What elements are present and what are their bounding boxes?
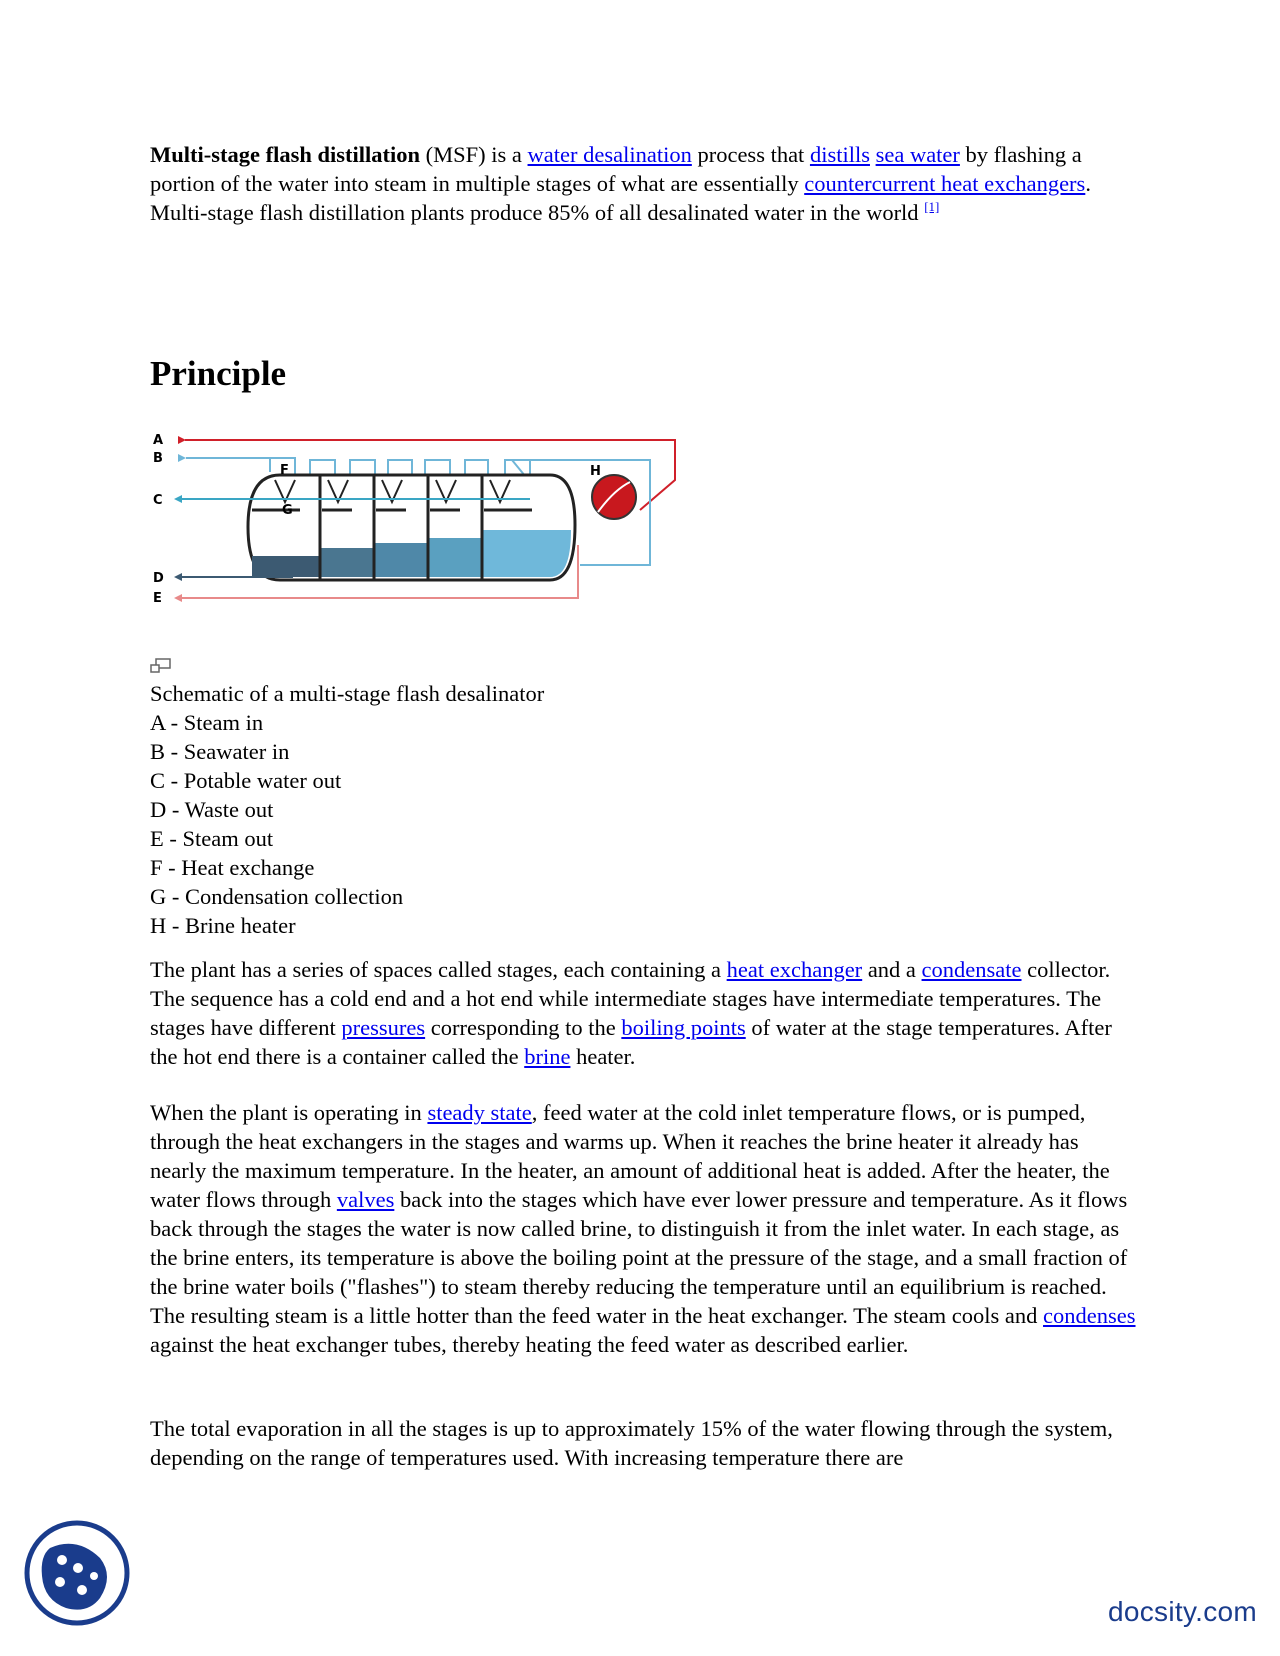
enlarge-icon[interactable] bbox=[150, 658, 172, 674]
label-a: A bbox=[153, 433, 164, 448]
caption-item-g: G - Condensation collection bbox=[150, 884, 404, 909]
section-heading: Principle bbox=[150, 354, 287, 393]
brine-stage-5 bbox=[482, 530, 571, 577]
link-boiling-points[interactable]: boiling points bbox=[621, 1015, 746, 1040]
label-b: B bbox=[153, 451, 163, 466]
paragraph-text: , feed water at the cold inlet temperature flows, or is pumped, through the heat exchangers in the stages and warms up. When it reaches the brine heater it already has nearly the maximum temperature. In the heater, an amount of additional heat is added. After the heater, the water flows through bbox=[150, 1100, 1110, 1212]
intro-text: (MSF) is a bbox=[420, 142, 528, 167]
brine-stage-2 bbox=[320, 548, 374, 577]
caption-item-e: E - Steam out bbox=[150, 826, 274, 851]
paragraph-text: When the plant is operating in bbox=[150, 1100, 428, 1125]
paragraph-text: The plant has a series of spaces called stages, each containing a bbox=[150, 957, 727, 982]
brine-stage-3 bbox=[374, 543, 428, 577]
msf-schematic-diagram[interactable] bbox=[150, 430, 690, 640]
intro-paragraph bbox=[150, 140, 1140, 227]
steam-out-arrow bbox=[174, 594, 182, 602]
paragraph-text: heater. bbox=[570, 1044, 636, 1069]
docsity-logo-icon[interactable] bbox=[22, 1518, 132, 1628]
link-brine[interactable]: brine bbox=[524, 1044, 571, 1069]
label-c: C bbox=[153, 493, 163, 508]
paragraph-text: of water at the stage temperatures. After the hot end there is a container called the bbox=[150, 1015, 1112, 1069]
label-e: E bbox=[153, 591, 162, 606]
paragraph-text: corresponding to the bbox=[425, 1015, 622, 1040]
paragraph-text: collector. The sequence has a cold end and a hot end while intermediate stages have intermediate temperatures. The stages have different bbox=[150, 957, 1111, 1040]
potable-out-arrow bbox=[174, 495, 182, 503]
intro-text: by flashing a portion of the water into steam in multiple stages of what are essentially bbox=[150, 142, 1082, 196]
intro-text: . Multi-stage flash distillation plants produce 85% of all desalinated water in the world bbox=[150, 171, 1091, 225]
evaporation-paragraph bbox=[150, 1414, 1140, 1472]
label-d: D bbox=[153, 571, 164, 586]
paragraph-text: back into the stages which have ever lower pressure and temperature. As it flows back through the stages the water is now called brine, to distinguish it from the inlet water. In each stage, as the brine enters, its temperature is above the boiling point at the pressure of the stage, and a small fraction of the brine water boils ("flashes") to steam thereby reducing the temperature until an equilibrium is reached. The resulting steam is a little hotter than the feed water in the heat exchanger. The steam cools and bbox=[150, 1187, 1128, 1328]
brine-stage-1 bbox=[252, 556, 320, 577]
seawater-in-line bbox=[186, 458, 270, 472]
citation-link[interactable]: [1] bbox=[924, 199, 940, 214]
steam-in-arrow bbox=[178, 436, 186, 444]
seawater-in-arrow bbox=[178, 454, 186, 462]
link-pressures[interactable]: pressures bbox=[341, 1015, 426, 1040]
link-valves[interactable]: valves bbox=[336, 1187, 395, 1212]
link-water-desalination[interactable]: water desalination bbox=[527, 142, 692, 167]
caption-item-f: F - Heat exchange bbox=[150, 855, 315, 880]
brine-stage-4 bbox=[428, 538, 482, 577]
caption-item-a: A - Steam in bbox=[150, 710, 264, 735]
paragraph-text: The total evaporation in all the stages is up to approximately 15% of the water flowing through the system, depending on the range of temperatures used. With increasing temperature there are bbox=[150, 1416, 1113, 1470]
caption-item-h: H - Brine heater bbox=[150, 913, 296, 938]
intro-text: process that bbox=[691, 142, 810, 167]
caption-item-c: C - Potable water out bbox=[150, 768, 342, 793]
link-steady-state[interactable]: steady state bbox=[427, 1100, 532, 1125]
label-g: G bbox=[282, 503, 293, 518]
waste-out-arrow bbox=[174, 573, 182, 581]
intro-term: Multi-stage flash distillation bbox=[150, 142, 421, 167]
docsity-brand-link[interactable]: docsity.com bbox=[1108, 1596, 1258, 1627]
link-condensate[interactable]: condensate bbox=[921, 957, 1022, 982]
paragraph-text: against the heat exchanger tubes, thereby heating the feed water as described earlier. bbox=[150, 1332, 909, 1357]
link-condenses[interactable]: condenses bbox=[1043, 1303, 1136, 1328]
link-distills[interactable]: distills bbox=[809, 142, 870, 167]
link-heat-exchanger[interactable]: heat exchanger bbox=[726, 957, 863, 982]
operation-paragraph bbox=[150, 1098, 1140, 1359]
caption-item-b: B - Seawater in bbox=[150, 739, 290, 764]
heater-feed-line bbox=[580, 525, 650, 565]
caption-item-d: D - Waste out bbox=[150, 797, 274, 822]
link-countercurrent-heat-exchangers[interactable]: countercurrent heat exchangers bbox=[804, 171, 1086, 196]
stages-paragraph bbox=[150, 955, 1140, 1071]
link-sea-water[interactable]: sea water bbox=[875, 142, 960, 167]
paragraph-text: and a bbox=[862, 957, 922, 982]
figure-caption bbox=[150, 679, 544, 940]
caption-title: Schematic of a multi-stage flash desalinator bbox=[150, 681, 545, 706]
label-h: H bbox=[590, 464, 601, 479]
label-f: F bbox=[280, 463, 289, 478]
